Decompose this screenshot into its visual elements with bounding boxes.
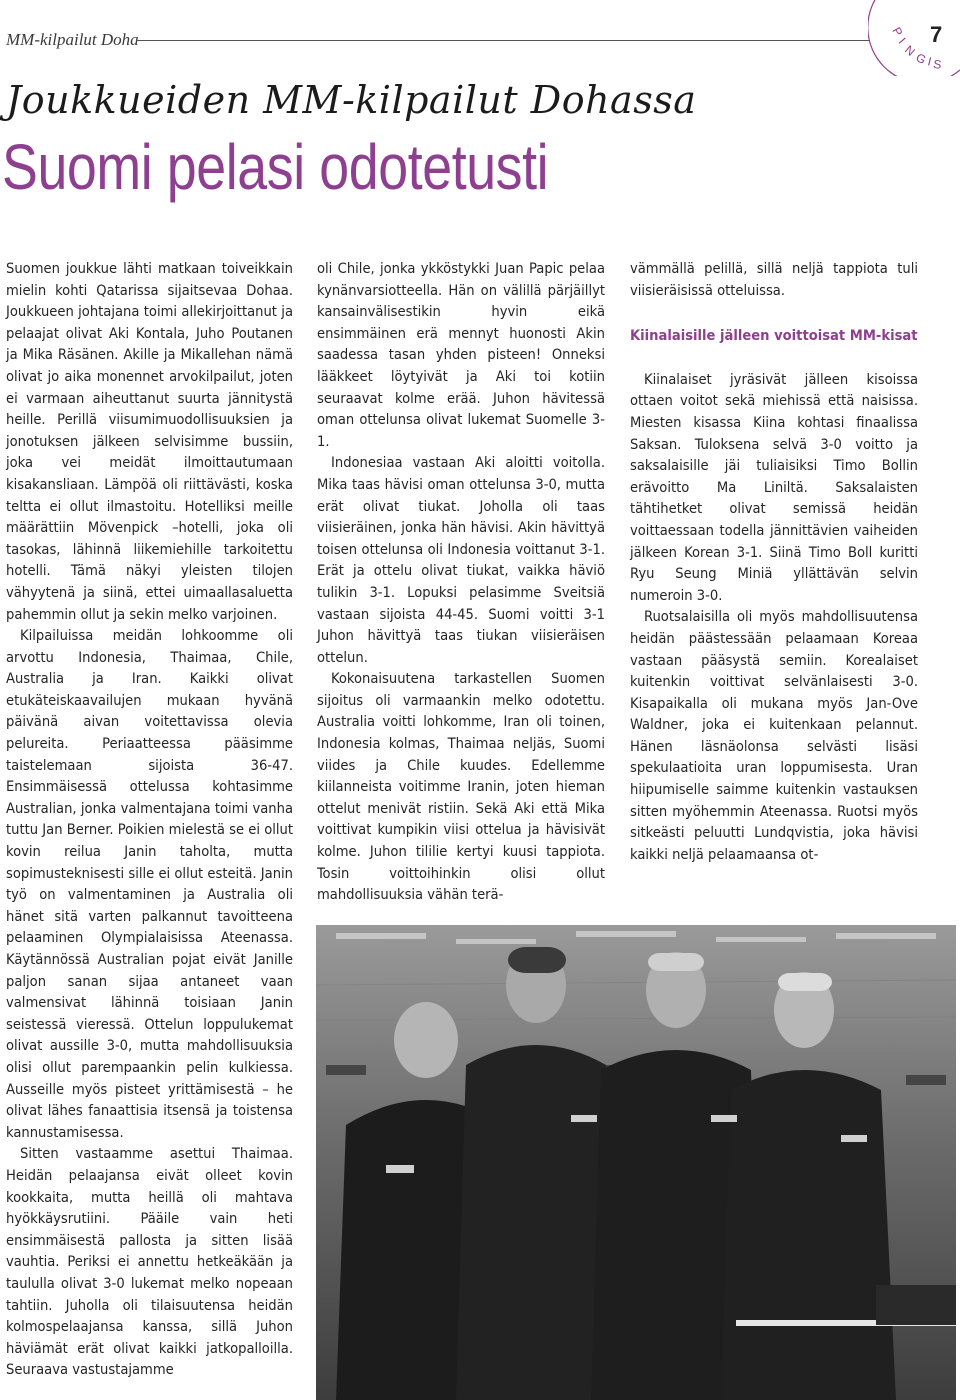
svg-text:S: S <box>932 57 943 72</box>
paragraph: Kiinalaiset jyräsivät jälleen kisoissa ottaen voitot sekä miehissä että naisissa. Miesten kisassa Kiina kohtasi finaalissa Saksan. Tuloksena selvä 3-0 voitto ja saksalaisille jäi tuliaisiksi Timo Bollin erävoitto Ma Liniltä. Saksalaisten tähtihetket olivat semissä heidän voittaessaan todella jännittävien vaiheiden jälkeen Korean 3-1. Siinä Timo Boll kuritti Ryu Seung Miniä yllättävän selvin numeroin 3-0. <box>630 370 918 604</box>
svg-text:G: G <box>913 50 929 68</box>
section-subheading: Kiinalaisille jälleen voittoisat MM-kisat <box>630 327 918 345</box>
paragraph: Kilpailuissa meidän lohkoomme oli arvottu Indonesia, Thaimaa, Chile, Australia ja Iran. Kaikki olivat etukäteiskaavailujen mukaan hyvänä päivänä aivan voitettavissa olevia pelureita. Periaatteessa pääsimme taistelemaan sijoista 36-47. Ensimmäisessä ottelussa kohtasimme Australian, jonka valmentajana toimi vanha tuttu Jan Berner. Poikien mielestä se ei ollut kovin reilua Janin taholta, mutta sopimusteknisesti sille ei ollut esteitä. Janin työ on valmentaminen ja Australia oli hänet sitä varten palkannut tavoitteena pelaaminen Olympialaisissa Ateenassa. Käytännössä Australian pojat eivät Janille paljon sanan sijaa antaneet vaan valmensivat lähinnä toisiaan Janin seistessä vieressä. Ottelun loppulukemat olivat aussille 3-0, mutta mahdollisuuksia olisi ollut parempaankin pelin kulkiessa. Ausseille myös pisteet yrittämisestä – he olivat lähes fanaattisia itsensä ja toistensa kannustamisessa. <box>6 627 293 1141</box>
page-number: 7 <box>930 22 943 47</box>
paragraph: Sitten vastaamme asettui Thaimaa. Heidän pelaajansa eivät olleet kovin kookkaita, mutta heillä oli mahtava hyökkäysrutiini. Pääile vain heti ensimmäisestä pallosta ja sitten lisää vauhtia. Periksi ei annettu hetkeäkään ja taululla olivat 3-0 lukemat melko nopeaan tahtiin. Juholla oli tilaisuutensa heidän kolmospelaajansa kanssa, sillä Juhon häviämät erät olivat kaikki jatkopalloilla. Seuraava vastustajamme <box>6 1145 293 1379</box>
paragraph: vämmällä pelillä, sillä neljä tappiota tuli viisieräisissä otteluissa. <box>630 260 918 299</box>
team-photo <box>316 925 956 1400</box>
section-label: MM-kilpailut Doha <box>6 30 139 49</box>
paragraph: oli Chile, jonka ykköstykki Juan Papic pelaa kynänvarsiotteella. Hän on välillä pärjäillyt kansainvälisestikin hyvin eikä ensimmäinen erä mennyt huonosti Akin saadessa tasan yhden pisteen! Onneksi lääkkeet löytyivät ja Aki toi kotiin seuraavat kolme erää. Juhon hävitessä oman ottelunsa olivat lukemat Suomelle 3-1. <box>317 260 605 450</box>
article-kicker: Joukkueiden MM-kilpailut Dohassa <box>6 78 697 122</box>
svg-text:P: P <box>889 24 906 39</box>
paragraph: Indonesiaa vastaan Aki aloitti voitolla. Mika taas hävisi oman ottelunsa 3-0, mutta erät olivat tiukat. Joholla oli taas viisieräinen, jonka hän hävisi. Akin hävittyä toisen ottelunsa oli Indonesia voittanut 3-1. Erät ja ottelu olivat tiukat, vaikka häviö tulikin 3-1. Lopuksi pelasimme Sveitsiä vastaan sijoista 44-45. Suomi voitti 3-1 Juhon hävittyä taas tiukan viisieräisen ottelun. <box>317 454 605 666</box>
paragraph: Ruotsalaisilla oli myös mahdollisuutensa heidän päästessään pelaamaan Koreaa vastaan pääsystä semiin. Korealaiset kuitenkin voittivat selvänlaisesti 3-0. Kisapaikalla oli mukana myös Jan-Ove Waldner, joka ei kuitenkaan pelannut. Hänen läsnäolonsa selvästi lisäsi spekulaatioita uran loppumisesta. Uran hiipumiselle saimme kuitenkin vastauksen sitten myöhemmin Ateenassa. Ruotsi myös sitkeästi peluutti Lundqvistia, joka hävisi kaikki neljä pelaamaansa ot- <box>630 608 918 863</box>
header-rule <box>136 40 870 41</box>
svg-text:I: I <box>926 54 933 69</box>
svg-text:I: I <box>895 34 909 47</box>
article-headline: Suomi pelasi odotetusti <box>2 131 549 203</box>
paragraph: Kokonaisuutena tarkastellen Suomen sijoitus oli varmaankin melko odotettu. Australia voitti lohkomme, Iran oli toinen, Indonesia kolmas, Thaimaa neljäs, Suomi viides ja Chile kuudes. Edellemme kiilanneista voitimme Iranin, joten hieman ottelut menivät ristiin. Sekä Aki että Mika voittivat kumpikin viisi ottelua ja hävisivät kolme. Juhon tililie kertyi kuusi tappiota. Tosin voittoihinkin olisi ollut mahdollisuuksia vähän terä- <box>317 670 605 904</box>
svg-text:N: N <box>902 42 918 59</box>
article-column-1 <box>6 258 293 1381</box>
article-column-2 <box>317 258 605 906</box>
paragraph: Suomen joukkue lähti matkaan toiveikkain mielin kohti Qatarissa sijaitsevaa Dohaa. Joukkueen johtajana toimi allekirjoittanut ja pelaajat olivat Aki Kontala, Juho Poutanen ja Mika Räsänen. Akille ja Mikallehan nämä olivat jo aika monennet arvokilpailut, joten ei varmaan aiheuttanut suurta jännitystä heille. Perillä viisumimuodollisuuksien ja jonotuksen jälkeen selvisimme bussiin, joka vei meidät ilmoittautumaan kisakansliaan. Lämpöä oli riittävästi, koska teltta ei ollut ilmastoitu. Hotelliksi meille määrättiin Mövenpick –hotelli, joka oli tasokas, lähinnä liikemiehille tarkoitettu hotelli. Tämä näkyi yleisten tilojen vähyytenä ja siinä, ettei uimaallasaluetta pahemmin ollut ja sekin melko varjoinen. <box>6 260 293 623</box>
article-column-3 <box>630 258 918 865</box>
pingis-badge-logo <box>868 0 960 76</box>
